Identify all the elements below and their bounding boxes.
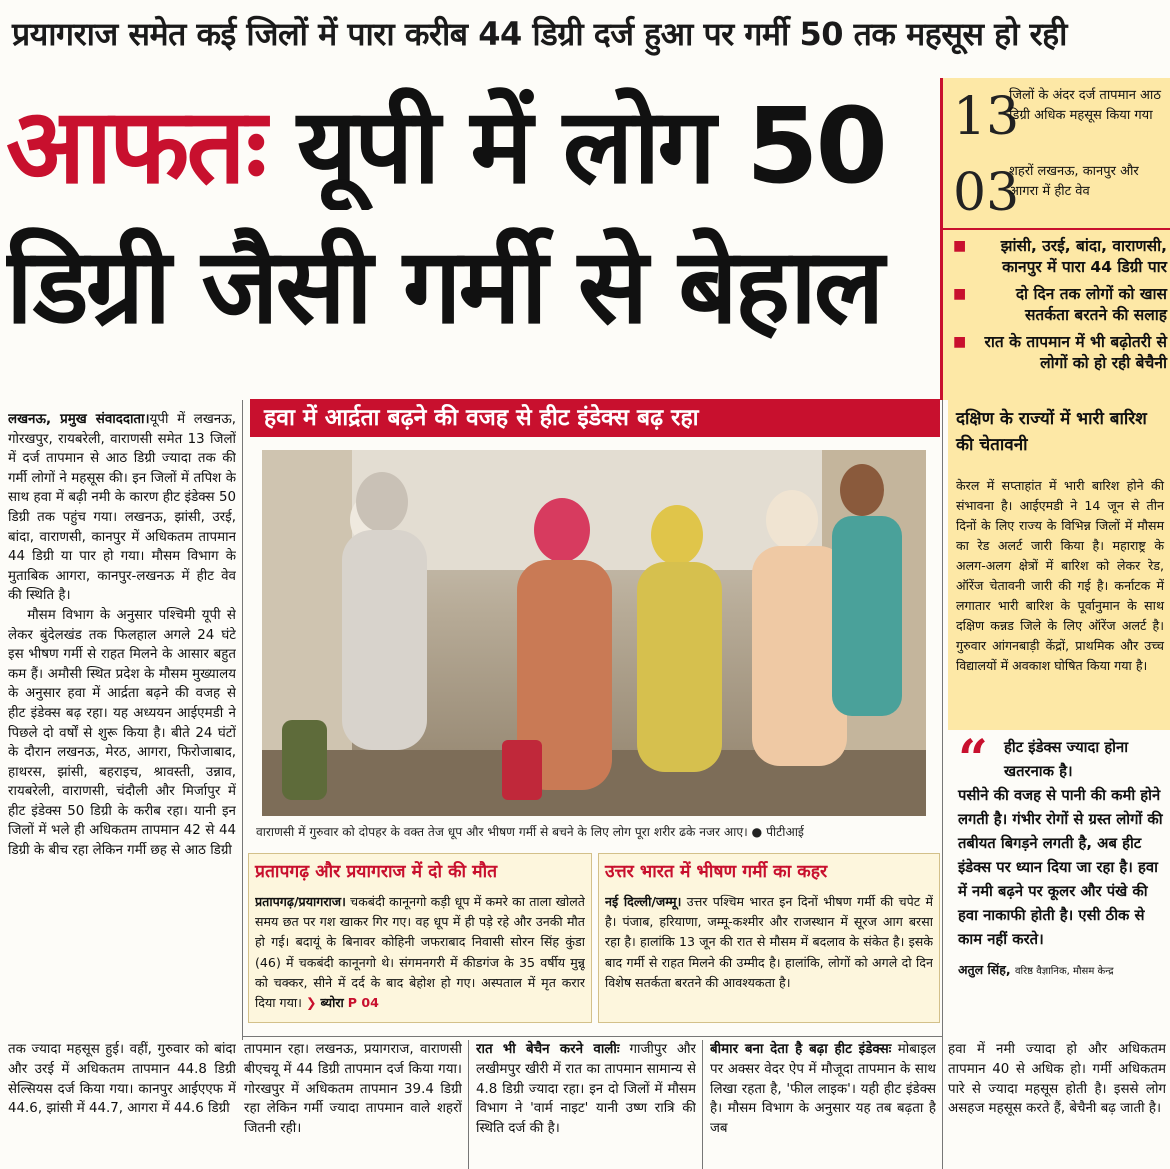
box-body	[605, 892, 933, 1022]
box-dateline: नई दिल्ली/जम्मू।	[605, 894, 682, 909]
bullet-item: ■ रात के तापमान में भी बढ़ोतरी से लोगों को हो रही बेचैनी	[953, 332, 1167, 374]
author-role: वरिष्ठ वैज्ञानिक, मौसम केन्द्र	[1014, 966, 1114, 977]
bullet-item: ■ दो दिन तक लोगों को खास सतर्कता बरतने की सलाह	[953, 284, 1167, 326]
col-text: गाजीपुर और लखीमपुर खीरी में रात का तापमान सामान्य से 4.8 डिग्री ज्यादा रहा। इन दो जिलों में मौसम विभाग ने 'वार्म नाइट' यानी उष्ण रात्रि की स्थिति दर्ज की है।	[476, 1042, 696, 1137]
stat-number: 13	[953, 87, 1020, 147]
side-facts-box	[940, 78, 1170, 400]
headline-line-1	[6, 82, 936, 210]
side-bullet-list	[953, 236, 1167, 380]
bottom-col-5: हवा में नमी ज्यादा हो और अधिकतम तापमान 40 से अधिक हो। गर्मी अधिकतम पारे से ज्यादा महसूस होती है। इससे लोग असहज महसूस करते हैं, बेचैनी बढ़ जाती है।	[948, 1042, 1166, 1117]
box-dateline: प्रतापगढ़/प्रयागराज।	[255, 894, 346, 909]
right-story-body: केरल में सप्ताहांत में भारी बारिश होने की संभावना है। आईएमडी ने 14 जून से तीन दिनों के लिए राज्य के विभिन्न जिलों में मौसम का रेड अलर्ट जारी किया है। महाराष्ट्र के अलग-अलग क्षेत्रों में बारिश को लेकर रेड, ऑरेंज चेतावनी जारी की गई है। कर्नाटक में लगातार भारी बारिश के पूर्वानुमान के साथ दक्षिण कन्नड जिले के लिए ऑरेंज अलर्ट है। गुरुवार आंगनबाड़ी केंद्रों, प्राथमिक और उच्च विद्यालयों में अवकाश घोषित किया गया है।	[948, 470, 1170, 730]
quote-rest: पसीने की वजह से पानी की कमी होने लगती है। गंभीर रोगों से ग्रस्त लोगों की तबीयत बिगड़ने लगती है, अब हीट इंडेक्स पर ध्यान दिया जा रहा है। हवा में नमी बढ़ने पर कूलर और पंखे की हवा नाकाफी होती है। एसी ठीक से काम नहीं करते।	[958, 787, 1163, 948]
box-body	[255, 892, 585, 1022]
column-rule	[942, 400, 943, 1169]
col-lead: बीमार बना देता है बढ़ा हीट इंडेक्सः	[710, 1042, 892, 1057]
column-rule	[242, 400, 243, 1040]
news-photo	[262, 450, 926, 816]
bullet-item: ■ झांसी, उरई, बांदा, वाराणसी, कानपुर में पारा 44 डिग्री पार	[953, 236, 1167, 278]
right-story-heading: दक्षिण के राज्यों में भारी बारिश की चेतावनी	[948, 400, 1170, 470]
ref-page: P 04	[347, 995, 379, 1011]
bottom-rule	[242, 1036, 942, 1037]
bottom-col-2: तापमान रहा। लखनऊ, प्रयागराज, वाराणसी बीएचयू में 44 डिग्री तापमान दर्ज किया गया। गोरखपुर में अधिकतम तापमान 39.4 डिग्री रहा लेकिन गर्मी ज्यादा तापमान वाले शहरों जितनी रही।	[244, 1042, 462, 1137]
headline-line-2: डिग्री जैसी गर्मी से बेहाल	[6, 225, 882, 347]
quote-mark-icon: “	[958, 732, 988, 790]
stat-2	[943, 158, 1170, 228]
stat-number: 03	[953, 163, 1020, 223]
ref-label: ब्योरा	[320, 995, 344, 1011]
kicker-headline: प्रयागराज समेत कई जिलों में पारा करीब 44 डिग्री दर्ज हुआ पर गर्मी 50 तक महसूस हो रही	[12, 15, 1067, 53]
dateline: लखनऊ, प्रमुख संवाददाता।	[8, 412, 150, 427]
story-paragraph: मौसम विभाग के अनुसार पश्चिमी यूपी से लेकर बुंदेलखंड तक फिलहाल अगले 24 घंटे इस भीषण गर्मी से राहत मिलने के आसार बहुत कम हैं। अमौसी स्थित प्रदेश के मौसम मुख्यालय के अनुसार हवा में आर्द्रता बढ़ने की वजह से हीट इंडेक्स बढ़ रहा। यह अध्ययन आईएमडी ने पिछले दो वर्षों से शुरू किया है। बीते 24 घंटों के दौरान लखनऊ, मेरठ, आगरा, फिरोजाबाद, हाथरस, झांसी, बहराइच, श्रावस्ती, उन्नाव, रायबरेली, वाराणसी, चंदौली और मिर्जापुर में हीट इंडेक्स 50 डिग्री के करीब रहा। यानी इन जिलों में भले ही अधिकतम तापमान 42 से 44 डिग्री के बीच रहा लेकिन गर्मी छह से आठ डिग्री	[8, 607, 236, 859]
box-text: चकबंदी कानूनगो कड़ी धूप में कमरे का ताला खोलते समय छत पर गश खाकर गिर गए। वह धूप में ही पड़े रहे और उनकी मौत हो गई। बदायूं के बिनावर कोहिनी जफराबाद निवासी सोरन सिंह कुंडा (46) में चकबंदी कानूनगो थे। संगमनगरी में कीडगंज के 35 वर्षीय मुन्नू को चक्कर, सीने में दर्द के बाद बेहोश हो गए। अस्पताल में मृत करार दिया गया।	[255, 894, 585, 1011]
main-story-column	[8, 410, 236, 1035]
quote-text	[958, 736, 1164, 984]
stat-text: जिलों के अंदर दर्ज तापमान आठ डिग्री अधिक महसूस किया गया	[1009, 88, 1161, 123]
stat-text: शहरों लखनऊ, कानपुर और आगरा में हीट वेव	[1009, 164, 1139, 199]
quote-author	[958, 958, 1164, 984]
stat-1	[943, 82, 1170, 152]
column-rule	[702, 1040, 703, 1169]
col-lead: रात भी बेचैन करने वालीः	[476, 1042, 620, 1057]
photo-caption: वाराणसी में गुरुवार को दोपहर के वक्त तेज धूप और भीषण गर्मी से बचने के लिए लोग पूरा शरीर ढके नजर आए। ● पीटीआई	[256, 825, 804, 839]
ref-arrow-icon: ❯	[305, 995, 317, 1011]
headline-black-words: यूपी में लोग 50	[296, 85, 885, 207]
bottom-col-3	[476, 1040, 696, 1169]
col-text: मोबाइल पर अक्सर वेदर ऐप में मौजूदा तापमान के साथ लिखा रहता है, 'फील लाइक'। यही हीट इंडेक्स है। मौसम विभाग के अनुसार यह तब बढ़ता है जब	[710, 1042, 936, 1137]
expert-quote	[948, 732, 1170, 1032]
box-heading: उत्तर भारत में भीषण गर्मी का कहर	[605, 862, 828, 882]
quote-first-line: हीट इंडेक्स ज्यादा होना खतरनाक है।	[1004, 739, 1129, 780]
box-text: उत्तर पश्चिम भारत इन दिनों भीषण गर्मी की चपेट में है। पंजाब, हरियाणा, जम्मू-कश्मीर और राजस्थान में सूरज आग बरसा रहा है। हालांकि 13 जून की रात से मौसम में बदलाव के संकेत है। इसके बाद गर्मी से राहत मिलने की उम्मीद है। हालांकि, लोगों को अगले दो दिन विशेष सतर्कता बरतने की आवश्यकता है।	[605, 894, 933, 990]
headline-red-word: आफतः	[6, 85, 264, 207]
bottom-col-1: तक ज्यादा महसूस हुई। वहीं, गुरुवार को बांदा और उरई में अधिकतम तापमान 44.8 डिग्री सेल्सियस दर्ज किया गया। कानपुर आईएएफ में 44.6, झांसी में 44.7, आगरा में 44.6 डिग्री	[8, 1042, 236, 1117]
author-name: अतुल सिंह,	[958, 962, 1011, 977]
box-north-india	[598, 853, 940, 1023]
photo-title-bar: हवा में आर्द्रता बढ़ने की वजह से हीट इंडेक्स बढ़ रहा	[250, 399, 940, 437]
side-divider	[940, 228, 1170, 230]
column-rule	[468, 1040, 469, 1169]
story-paragraph: यूपी में लखनऊ, गोरखपुर, रायबरेली, वाराणसी समेत 13 जिलों में दर्ज तापमान से आठ डिग्री ज्यादा तक की गर्मी लोगों ने महसूस की। इन जिलों में तपिश के साथ हवा में बढ़ी नमी के कारण हीट इंडेक्स 50 डिग्री तक पहुंच गया। लखनऊ, झांसी, उरई, बांदा, वाराणसी, कानपुर में अधिकतम तापमान 44 डिग्री या पार हो गया। मौसम विभाग के मुताबिक आगरा, कानपुर-लखनऊ में हीट वेव की स्थिति है।	[8, 412, 236, 604]
bottom-col-4	[710, 1040, 936, 1169]
box-deaths	[248, 853, 592, 1023]
box-heading: प्रतापगढ़ और प्रयागराज में दो की मौत	[255, 862, 498, 882]
photo-illustration	[262, 450, 926, 816]
